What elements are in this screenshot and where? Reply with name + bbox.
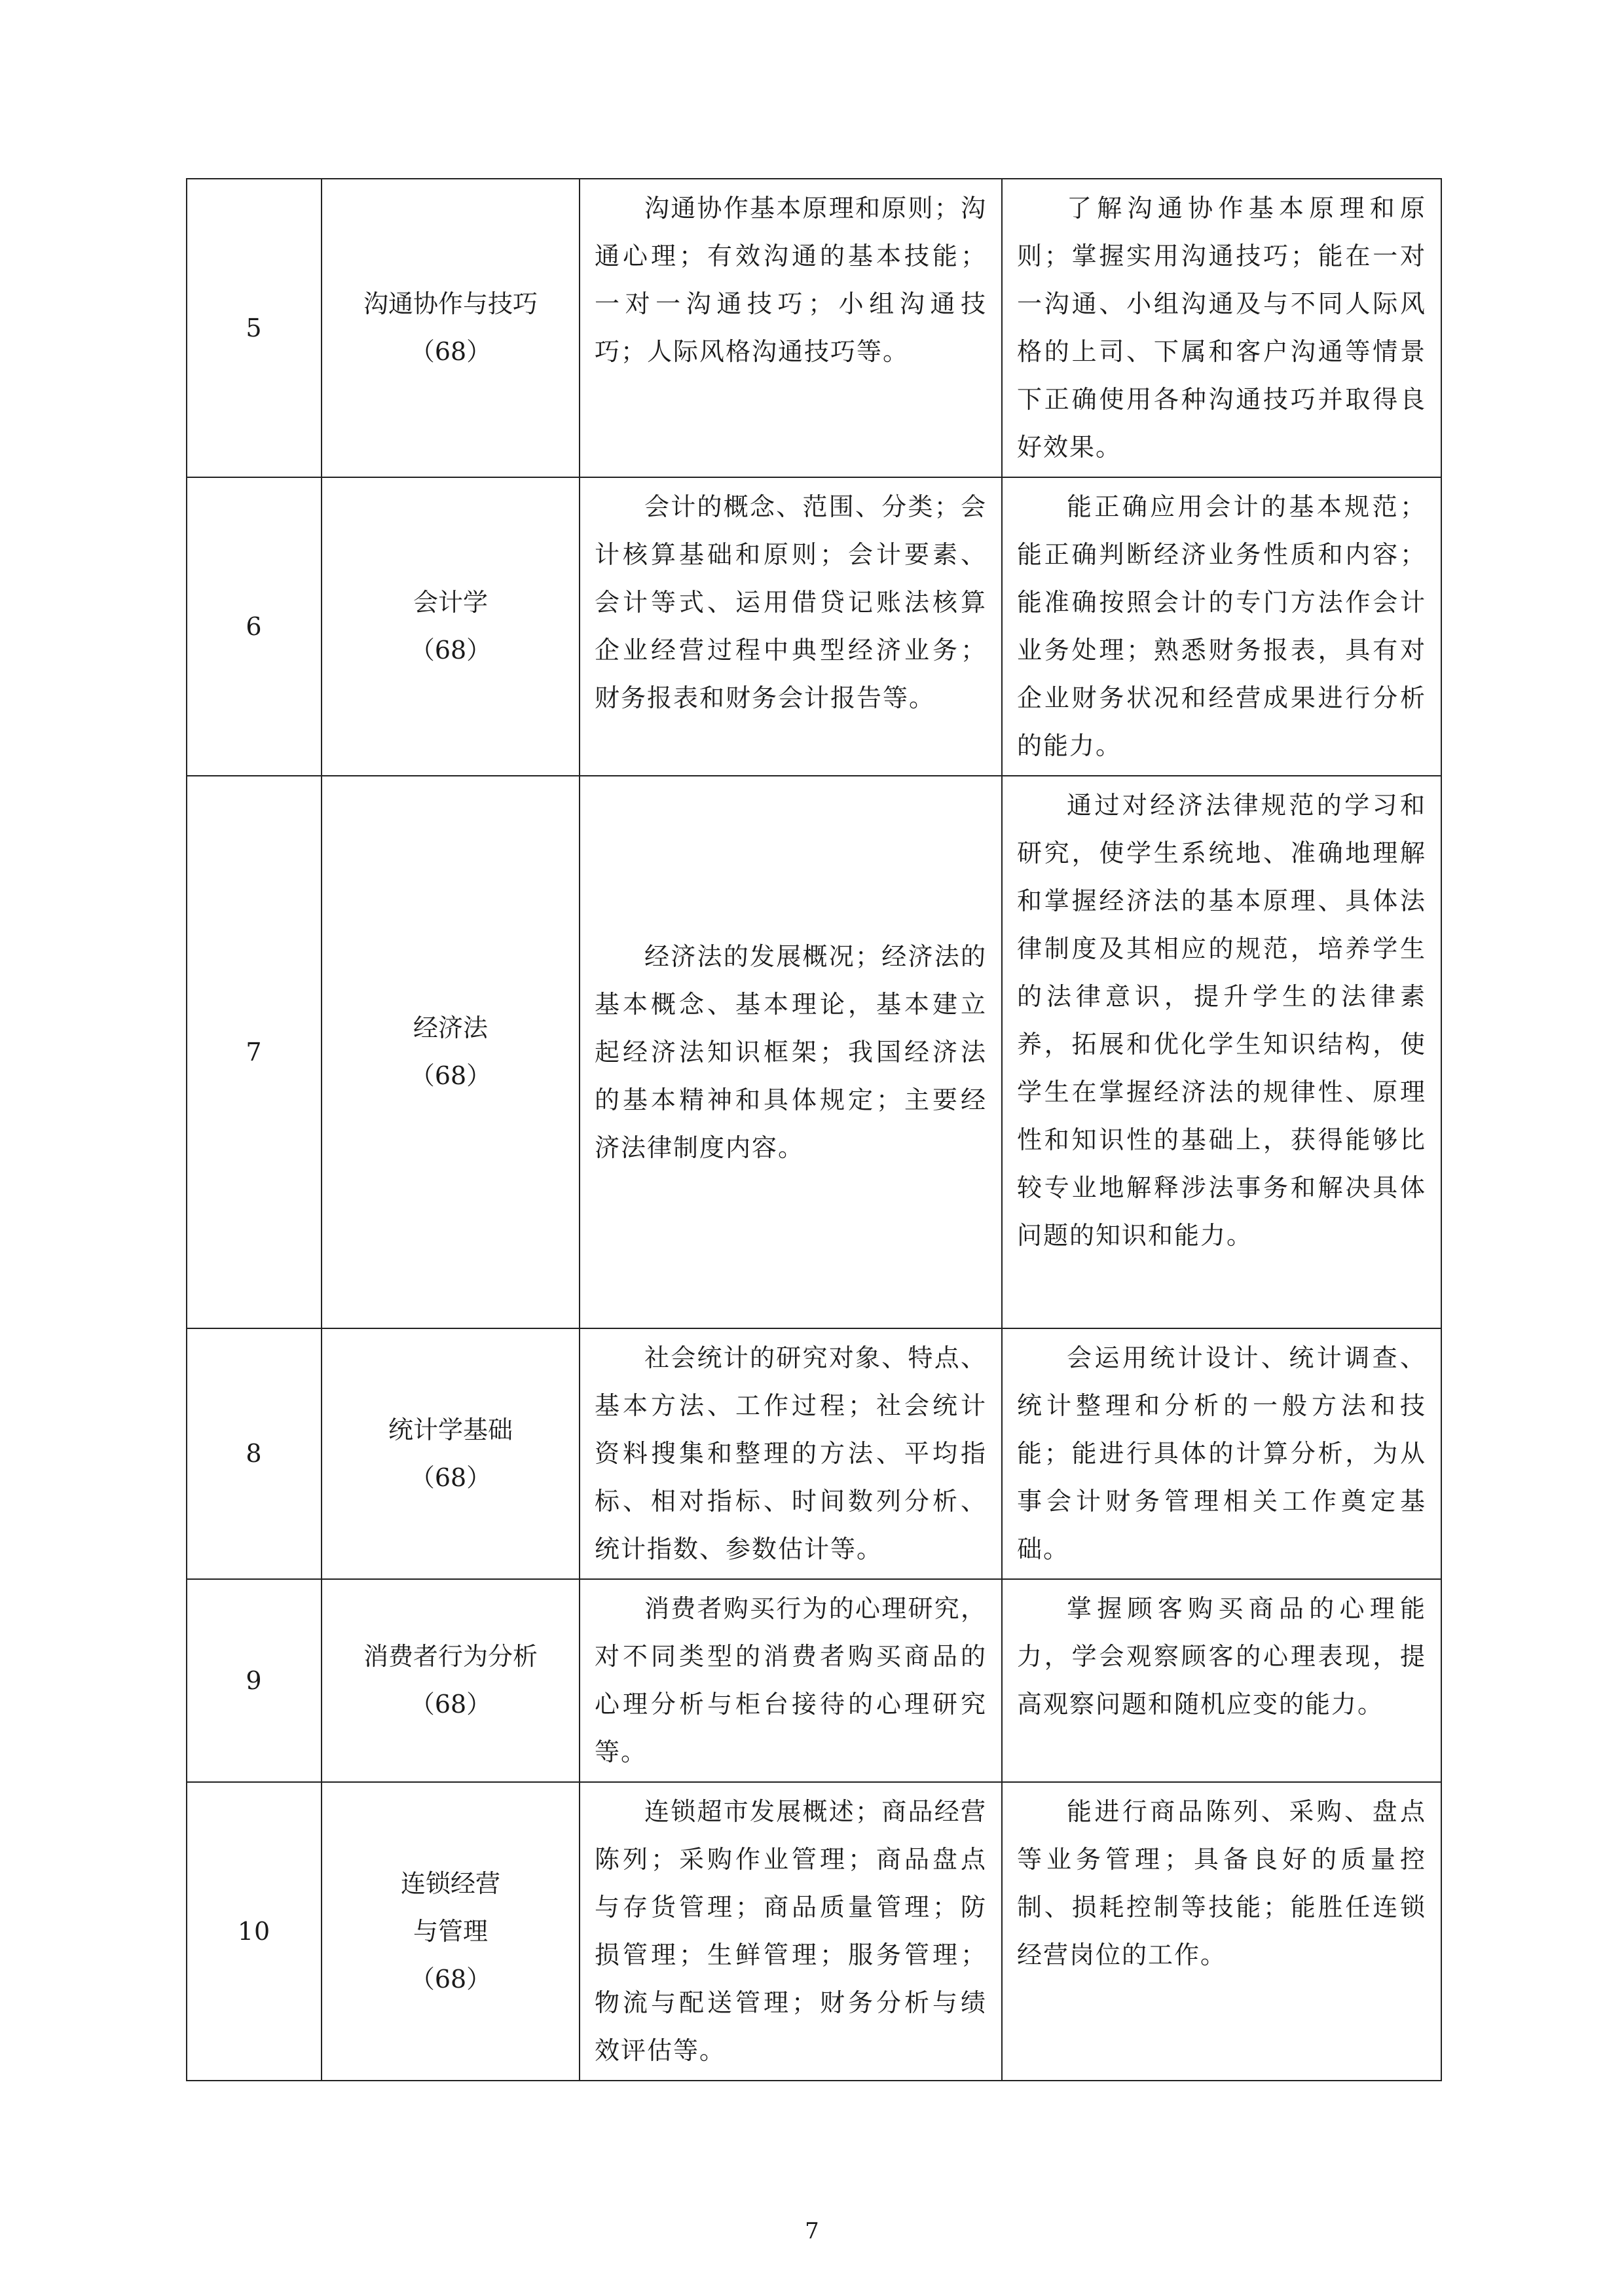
course-name-line: 沟通协作与技巧 [363, 289, 538, 318]
course-number: 10 [187, 1782, 322, 2081]
course-content: 会计的概念、范围、分类；会计核算基础和原则；会计要素、会计等式、运用借贷记账法核算企业经营过程中典型经济业务；财务报表和财务会计报告等。 [580, 477, 1002, 776]
table-row [187, 1328, 1441, 1579]
course-name [322, 1579, 580, 1782]
course-requirement: 会运用统计设计、统计调查、统计整理和分析的一般方法和技能；能进行具体的计算分析，为从事会计财务管理相关工作奠定基础。 [1002, 1328, 1441, 1579]
course-table [186, 178, 1442, 2081]
course-requirement: 通过对经济法律规范的学习和研究，使学生系统地、准确地理解和掌握经济法的基本原理、具体法律制度及其相应的规范，培养学生的法律意识，提升学生的法律素养，拓展和优化学生知识结构，使学生在掌握经济法的规律性、原理性和知识性的基础上，获得能够比较专业地解释涉法事务和解决具体问题的知识和能力。 [1002, 776, 1441, 1328]
course-hours: （68） [409, 1964, 492, 1994]
course-requirement: 能正确应用会计的基本规范；能正确判断经济业务性质和内容；能准确按照会计的专门方法作会计业务处理；熟悉财务报表，具有对企业财务状况和经营成果进行分析的能力。 [1002, 477, 1441, 776]
course-name [322, 1782, 580, 2081]
course-content: 社会统计的研究对象、特点、基本方法、工作过程；社会统计资料搜集和整理的方法、平均指标、相对指标、时间数列分析、统计指数、参数估计等。 [580, 1328, 1002, 1579]
course-name [322, 1328, 580, 1579]
course-hours: （68） [409, 636, 492, 665]
course-name-line: 消费者行为分析 [363, 1642, 538, 1671]
course-name-line: 经济法 [413, 1013, 488, 1042]
course-content: 连锁超市发展概述；商品经营陈列；采购作业管理；商品盘点与存货管理；商品质量管理；防损管理；生鲜管理；服务管理；物流与配送管理；财务分析与绩效评估等。 [580, 1782, 1002, 2081]
course-content: 消费者购买行为的心理研究，对不同类型的消费者购买商品的心理分析与柜台接待的心理研究等。 [580, 1579, 1002, 1782]
course-hours: （68） [409, 1061, 492, 1090]
course-name [322, 179, 580, 477]
course-name [322, 776, 580, 1328]
course-requirement: 能进行商品陈列、采购、盘点等业务管理；具备良好的质量控制、损耗控制等技能；能胜任连锁经营岗位的工作。 [1002, 1782, 1441, 2081]
course-hours: （68） [409, 1690, 492, 1719]
course-name-line: 会计学 [413, 588, 488, 617]
course-number: 8 [187, 1328, 322, 1579]
table-row [187, 179, 1441, 477]
table-row [187, 776, 1441, 1328]
course-content: 沟通协作基本原理和原则；沟通心理；有效沟通的基本技能；一对一沟通技巧；小组沟通技巧；人际风格沟通技巧等。 [580, 179, 1002, 477]
course-hours: （68） [409, 1463, 492, 1492]
course-requirement: 掌握顾客购买商品的心理能力，学会观察顾客的心理表现，提高观察问题和随机应变的能力。 [1002, 1579, 1441, 1782]
course-content: 经济法的发展概况；经济法的基本概念、基本理论，基本建立起经济法知识框架；我国经济法的基本精神和具体规定；主要经济法律制度内容。 [580, 776, 1002, 1328]
course-number: 9 [187, 1579, 322, 1782]
course-number: 7 [187, 776, 322, 1328]
page-number: 7 [805, 2218, 819, 2244]
course-name [322, 477, 580, 776]
table-row [187, 1579, 1441, 1782]
course-name-line: 连锁经营 [400, 1868, 500, 1898]
course-requirement: 了解沟通协作基本原理和原则；掌握实用沟通技巧；能在一对一沟通、小组沟通及与不同人际风格的上司、下属和客户沟通等情景下正确使用各种沟通技巧并取得良好效果。 [1002, 179, 1441, 477]
course-name-line: 统计学基础 [388, 1415, 513, 1444]
course-number: 5 [187, 179, 322, 477]
course-name-line: 与管理 [413, 1916, 488, 1946]
course-number: 6 [187, 477, 322, 776]
table-row [187, 477, 1441, 776]
course-hours: （68） [409, 337, 492, 366]
table-row [187, 1782, 1441, 2081]
